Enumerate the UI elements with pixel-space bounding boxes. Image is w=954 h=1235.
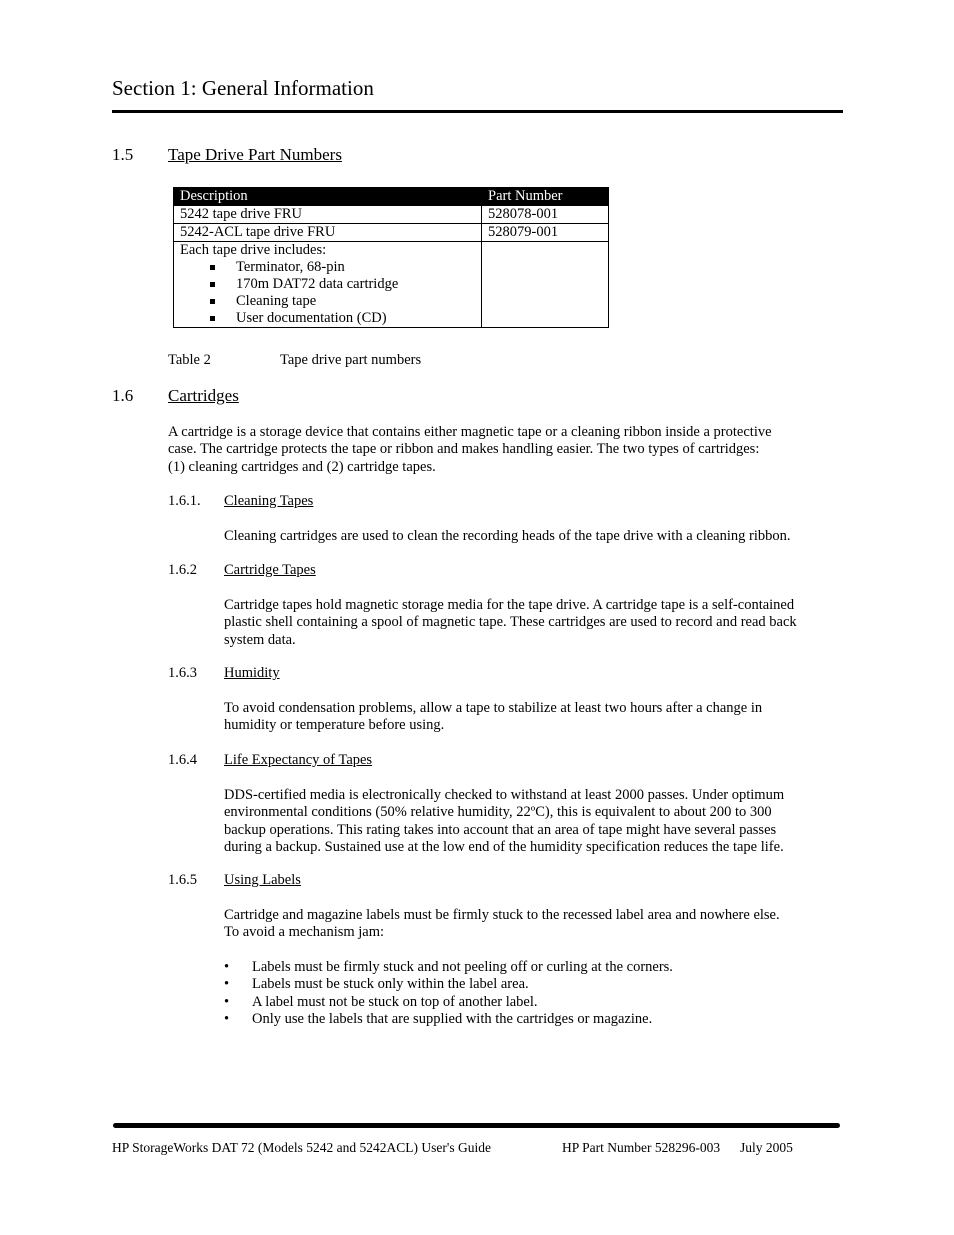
heading-1-5 bbox=[112, 145, 342, 165]
list-item bbox=[180, 310, 475, 327]
paragraph-line: system data. bbox=[224, 631, 296, 648]
heading-1-6-4 bbox=[168, 752, 372, 769]
column-header-description: Description bbox=[174, 188, 482, 206]
paragraph-line: plastic shell containing a spool of magnetic tape. These cartridges are used to record and read back bbox=[224, 614, 797, 631]
heading-number: 1.6.5 bbox=[168, 872, 197, 888]
heading-1-6-5 bbox=[168, 872, 301, 889]
paragraph-line: To avoid condensation problems, allow a tape to stabilize at least two hours after a change in bbox=[224, 700, 763, 716]
table-cell: 528078-001 bbox=[482, 206, 609, 224]
cartridge-tapes-body bbox=[224, 597, 864, 649]
heading-1-6 bbox=[112, 386, 239, 406]
list-item-text: A label must not be stuck on top of another label. bbox=[252, 993, 538, 1010]
paragraph-line: (1) cleaning cartridges and (2) cartridge tapes. bbox=[168, 458, 436, 475]
column-header-part-number: Part Number bbox=[482, 188, 609, 206]
table-cell bbox=[482, 242, 609, 328]
list-item bbox=[224, 994, 864, 1011]
section-title: Section 1: General Information bbox=[112, 76, 374, 100]
heading-title: Cleaning Tapes bbox=[224, 493, 314, 509]
heading-title: Humidity bbox=[224, 665, 280, 681]
table-cell: 528079-001 bbox=[482, 224, 609, 242]
paragraph-line: humidity or temperature before using. bbox=[224, 717, 445, 734]
heading-1-6-1 bbox=[168, 493, 313, 510]
humidity-body bbox=[224, 700, 864, 735]
caption-label: Table 2 bbox=[168, 352, 211, 368]
list-item-text: Only use the labels that are supplied with the cartridges or magazine. bbox=[252, 1010, 653, 1027]
list-item bbox=[180, 293, 475, 310]
footer-part-number: HP Part Number 528296-003 bbox=[562, 1140, 721, 1155]
heading-title: Using Labels bbox=[224, 872, 301, 888]
labels-bullet-list bbox=[224, 959, 864, 1028]
table-row bbox=[174, 224, 609, 242]
table-header-row bbox=[174, 188, 609, 206]
heading-number: 1.6.4 bbox=[168, 752, 197, 768]
bullet-icon: • bbox=[224, 976, 230, 993]
life-expectancy-body bbox=[224, 787, 864, 856]
list-item-text: User documentation (CD) bbox=[236, 310, 387, 326]
table-row bbox=[174, 206, 609, 224]
list-item-text: Cleaning tape bbox=[236, 293, 317, 309]
cleaning-tapes-body bbox=[224, 528, 864, 545]
bullet-icon: • bbox=[224, 993, 230, 1010]
square-bullet-icon bbox=[210, 316, 215, 321]
list-item bbox=[180, 276, 475, 293]
heading-number: 1.5 bbox=[112, 145, 134, 164]
footer-rule bbox=[113, 1123, 840, 1128]
paragraph-line: environmental conditions (50% relative humidity, 22ºC), this is equivalent to about 200 to 300 bbox=[224, 804, 772, 821]
part-numbers-table bbox=[173, 187, 609, 328]
cartridges-intro bbox=[168, 424, 848, 476]
paragraph-line: Cartridge tapes hold magnetic storage media for the tape drive. A cartridge tape is a self-contained bbox=[224, 597, 795, 613]
footer-guide-title: HP StorageWorks DAT 72 (Models 5242 and 5242ACL) User's Guide bbox=[112, 1140, 491, 1155]
paragraph-line: during a backup. Sustained use at the low end of the humidity specification reduces the tape life. bbox=[224, 838, 784, 855]
bullet-icon: • bbox=[224, 959, 230, 975]
table-caption bbox=[168, 352, 421, 369]
heading-title: Cartridges bbox=[168, 386, 239, 405]
header-rule bbox=[112, 110, 843, 113]
heading-title: Life Expectancy of Tapes bbox=[224, 752, 373, 768]
heading-number: 1.6.3 bbox=[168, 665, 197, 681]
list-item bbox=[224, 1011, 864, 1028]
heading-1-6-2 bbox=[168, 562, 316, 579]
paragraph-line: backup operations. This rating takes into account that an area of tape might have several passes bbox=[224, 821, 777, 838]
paragraph-line: Cartridge and magazine labels must be firmly stuck to the recessed label area and nowhere else. bbox=[224, 907, 780, 923]
square-bullet-icon bbox=[210, 282, 215, 287]
using-labels-body bbox=[224, 907, 864, 942]
square-bullet-icon bbox=[210, 265, 215, 270]
list-item bbox=[224, 976, 864, 993]
list-item bbox=[180, 259, 475, 276]
table-cell: 5242 tape drive FRU bbox=[174, 206, 482, 224]
heading-title: Cartridge Tapes bbox=[224, 562, 316, 578]
bullet-icon: • bbox=[224, 1010, 230, 1027]
table-cell bbox=[174, 242, 482, 328]
table-cell: 5242-ACL tape drive FRU bbox=[174, 224, 482, 242]
heading-number: 1.6 bbox=[112, 386, 134, 405]
includes-list bbox=[180, 259, 475, 327]
list-item-text: Terminator, 68-pin bbox=[236, 259, 345, 275]
list-item-text: 170m DAT72 data cartridge bbox=[236, 276, 399, 292]
paragraph-line: DDS-certified media is electronically checked to withstand at least 2000 passes. Under optimum bbox=[224, 787, 785, 803]
heading-number: 1.6.2 bbox=[168, 562, 197, 578]
heading-title: Tape Drive Part Numbers bbox=[168, 145, 342, 164]
square-bullet-icon bbox=[210, 299, 215, 304]
list-item bbox=[224, 959, 864, 976]
paragraph-line: Cleaning cartridges are used to clean the recording heads of the tape drive with a cleaning ribbon. bbox=[224, 528, 791, 544]
heading-1-6-3 bbox=[168, 665, 280, 682]
paragraph-line: case. The cartridge protects the tape or ribbon and makes handling easier. The two types of cartridges: bbox=[168, 441, 760, 458]
table-row bbox=[174, 242, 609, 328]
footer-date: July 2005 bbox=[740, 1140, 793, 1155]
list-item-text: Labels must be stuck only within the label area. bbox=[252, 976, 529, 993]
list-item-text: Labels must be firmly stuck and not peeling off or curling at the corners. bbox=[252, 959, 673, 975]
heading-number: 1.6.1. bbox=[168, 493, 201, 509]
includes-label: Each tape drive includes: bbox=[180, 242, 327, 258]
caption-text: Tape drive part numbers bbox=[280, 352, 422, 368]
paragraph-line: To avoid a mechanism jam: bbox=[224, 924, 385, 941]
paragraph-line: A cartridge is a storage device that contains either magnetic tape or a cleaning ribbon inside a protective bbox=[168, 424, 772, 440]
